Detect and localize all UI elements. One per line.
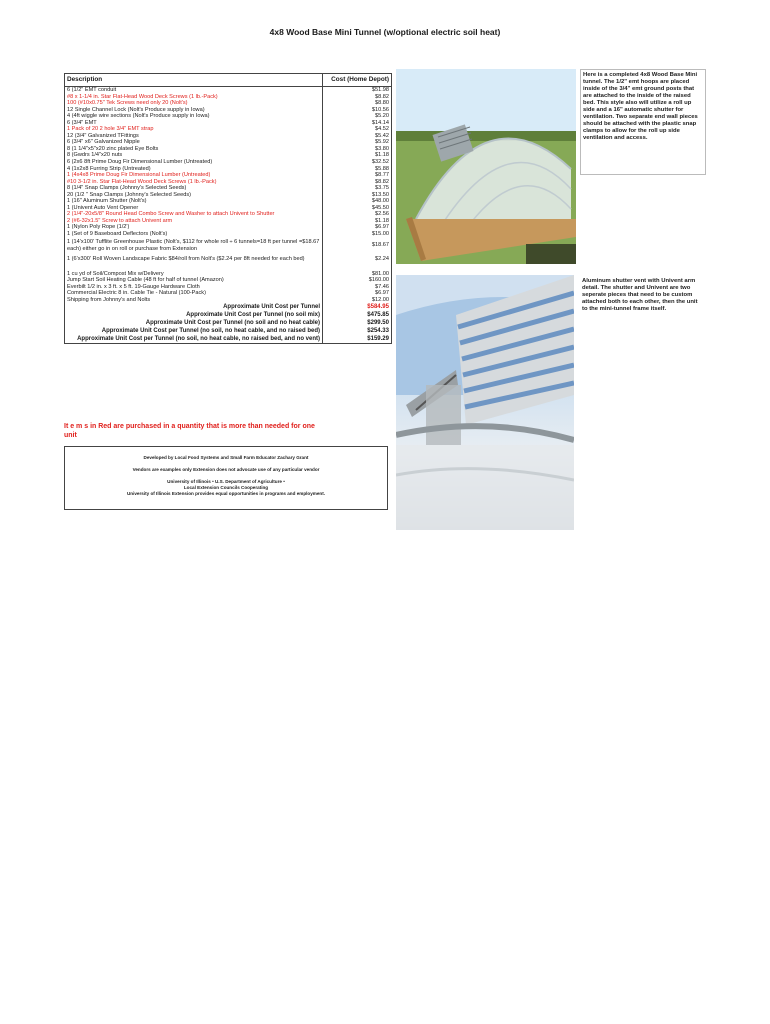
row-cost: $6.97 [323,224,392,231]
row-description: 1 (14'x100' Tufflite Greenhouse Plastic (Nolt's, $112 for whole roll ÷ 6 tunnels=18 ft per tunnel =$18.67 each) either go in on roll or purchase from Extension [67,239,320,252]
row-cost: $18.67 [323,238,392,254]
developer-line: Developed by Local Food Systems and Small Farm Educator Zachary Grant [143,455,309,460]
row-cost: $3.80 [323,146,392,153]
summary-row [65,303,392,311]
row-cost: $7.46 [323,284,392,291]
shutter-vent-illustration [396,275,574,530]
header-cost: Cost (Home Depot) [323,74,392,87]
row-description: 12 (3/4" Galvanized TFittings [67,132,139,139]
page-title: 4x8 Wood Base Mini Tunnel (w/optional electric soil heat) [269,27,501,37]
row-cost: $8.82 [323,179,392,186]
row-description: 6 (1/2" EMT conduit [67,87,117,93]
summary-cost: $584.95 [323,303,392,311]
developer-info-box [64,446,388,510]
row-cost: $32.52 [323,159,392,166]
row-description: 100 (#10x0.75" Tek Screws need only 20 (Nolt's) [67,100,188,107]
red-items-note: It e m s in Red are purchased in a quantity that is more than needed for one unit [64,423,315,439]
row-description: Commercial Electric 8 in. Cable Tie - Natural (100-Pack) [67,290,206,297]
row-cost: $8.77 [323,172,392,179]
row-description: 6 (3/4" x6" Galvanized Nipple [67,139,140,146]
summary-row [65,319,392,327]
row-description: 1 (Set of 9 Baseboard Deflectors (Nolt's) [67,231,168,238]
row-cost: $4.52 [323,126,392,133]
row-cost: $1.18 [323,152,392,159]
row-cost: $15.00 [323,231,392,238]
row-cost: $5.88 [323,166,392,173]
row-cost: $8.82 [323,94,392,101]
row-description: 1 Pack of 20 2 hole 3/4" EMT strap [67,126,154,133]
shutter-vent-photo [396,275,574,530]
row-cost: $2.56 [323,211,392,218]
row-cost: $1.18 [323,218,392,225]
summary-label: Approximate Unit Cost per Tunnel (no soil, no heat cable, and no raised bed) [101,328,320,335]
row-description: 12 Single Channel Lock (Nolt's Produce supply in Iowa) [67,106,205,113]
row-cost: $10.56 [323,107,392,114]
row-description: 4 (4ft wiggle wire sections (Nolt's Produce supply in Iowa) [67,113,210,120]
summary-row [65,327,392,335]
row-description: 1 (Nylon Poly Rope (1/2') [67,224,130,231]
row-cost: $48.00 [323,198,392,205]
summary-label: Approximate Unit Cost per Tunnel (no soil, no heat cable, no raised bed, and no vent) [77,336,320,343]
row-description: 8 (1/4" Snap Clamps (Johnny's Selected Seeds) [67,185,187,192]
summary-cost: $254.33 [323,327,392,335]
table-row [65,87,392,94]
row-cost: $6.97 [323,290,392,297]
summary-cost: $299.50 [323,319,392,327]
university-line: University of Illinois • U.S. Department of Agriculture • [167,479,285,484]
row-cost: $51.98 [323,87,392,94]
cost-table [64,73,392,344]
mini-tunnel-illustration [396,69,576,264]
vendor-disclaimer: Vendors are examples only Extension does not advocate use of any particular vendor [132,467,320,472]
row-cost: $45.50 [323,205,392,212]
table-header [65,74,392,87]
row-description: 1 cu yd of Soil/Compost Mix w/Delivery [67,270,164,277]
row-description: 1 (6'x300' Roll Woven Landscape Fabric $84/roll from Nolt's ($2.24 per 8ft needed for each bed) [67,256,305,263]
summary-label: Approximate Unit Cost per Tunnel (no soil mix) [186,312,320,319]
row-description: Jump Start Soil Heating Cable (48 ft for half of tunnel (Amazon) [67,277,224,284]
row-description: Everbilt 1/2 in. x 3 ft. x 5 ft. 19-Gauge Hardware Cloth [67,283,200,290]
row-cost: $13.50 [323,192,392,199]
row-cost: $14.14 [323,120,392,127]
row-description: #8 x 1-1/4 in. Star Flat-Head Wood Deck Screws (1 lb.-Pack) [67,93,218,100]
summary-row [65,311,392,319]
table-row [65,254,392,266]
equal-opportunity-line: University of Illinois Extension provides equal opportunities in programs and employment. [126,491,326,496]
header-description: Description [65,74,323,87]
summary-label: Approximate Unit Cost per Tunnel (no soil and no heat cable) [145,320,320,327]
row-cost: $160.00 [323,277,392,284]
row-description: 6 (3/4" EMT [67,119,97,126]
row-cost: $8.80 [323,100,392,107]
row-cost: $5.92 [323,139,392,146]
row-description: 4 (1x2x8 Furring Strip (Untreated) [67,165,151,172]
row-description: #10 3-1/2 in. Star Flat-Head Wood Deck Screws (1 lb.-Pack) [67,178,217,185]
row-description: 8 (Gwdrs 1/4"x20 nuts [67,152,123,159]
row-cost: $81.00 [323,271,392,278]
row-cost: $12.00 [323,297,392,304]
summary-label: Approximate Unit Cost per Tunnel [223,304,320,311]
row-cost: $5.42 [323,133,392,140]
row-description: 8 (1 1/4"x5"x20 zinc plated Eye Bolts [67,145,159,152]
extension-line: Local Extension Councils Cooperating [183,485,269,490]
row-cost: $3.75 [323,185,392,192]
row-description: 2 (#6-32x1.5" Screw to attach Univent arm [67,217,173,224]
summary-cost: $475.85 [323,311,392,319]
row-description: 1 (4x4x8 Prime Doug Fir Dimensional Lumber (Untreated) [67,172,211,179]
row-cost: $5.20 [323,113,392,120]
summary-row [65,335,392,344]
summary-cost: $159.29 [323,335,392,344]
row-description: 1 (16" Aluminum Shutter (Nolt's) [67,198,147,205]
mini-tunnel-photo [396,69,576,264]
row-cost: $2.24 [323,254,392,266]
row-description: 20 (1/2 " Snap Clamps (Johnny's Selected Seeds) [67,191,192,198]
shutter-caption: Aluminum shutter vent with Univent arm detail. The shutter and Univent are two seperate pieces that need to be custom attached both to each other, then the unit to the mini-tunnel frame itself. [582,278,698,312]
table-row [65,238,392,254]
tunnel-caption: Here is a completed 4x8 Wood Base Mini tunnel. The 1/2" emt hoops are placed inside of the 3/4" emt ground posts that are attached to the inside of the raised bed. This style also will utilize a roll up side and a 16" automatic shutter for ventilation. Two separate end wall pieces should be attached with the plastic snap clamps to allow for the roll up side ventilation and access. [580,69,706,175]
row-description: Shipping from Johnny's and Nolts [67,296,151,303]
row-description: 6 (2x6 8ft Prime Doug Fir Dimensional Lumber (Untreated) [67,159,213,166]
row-description: 1 (Univent Auto Vent Opener [67,204,139,211]
row-description: 2 (1/4"-20x5/8" Round Head Combo Screw and Washer to attach Univent to Shutter [67,211,275,218]
